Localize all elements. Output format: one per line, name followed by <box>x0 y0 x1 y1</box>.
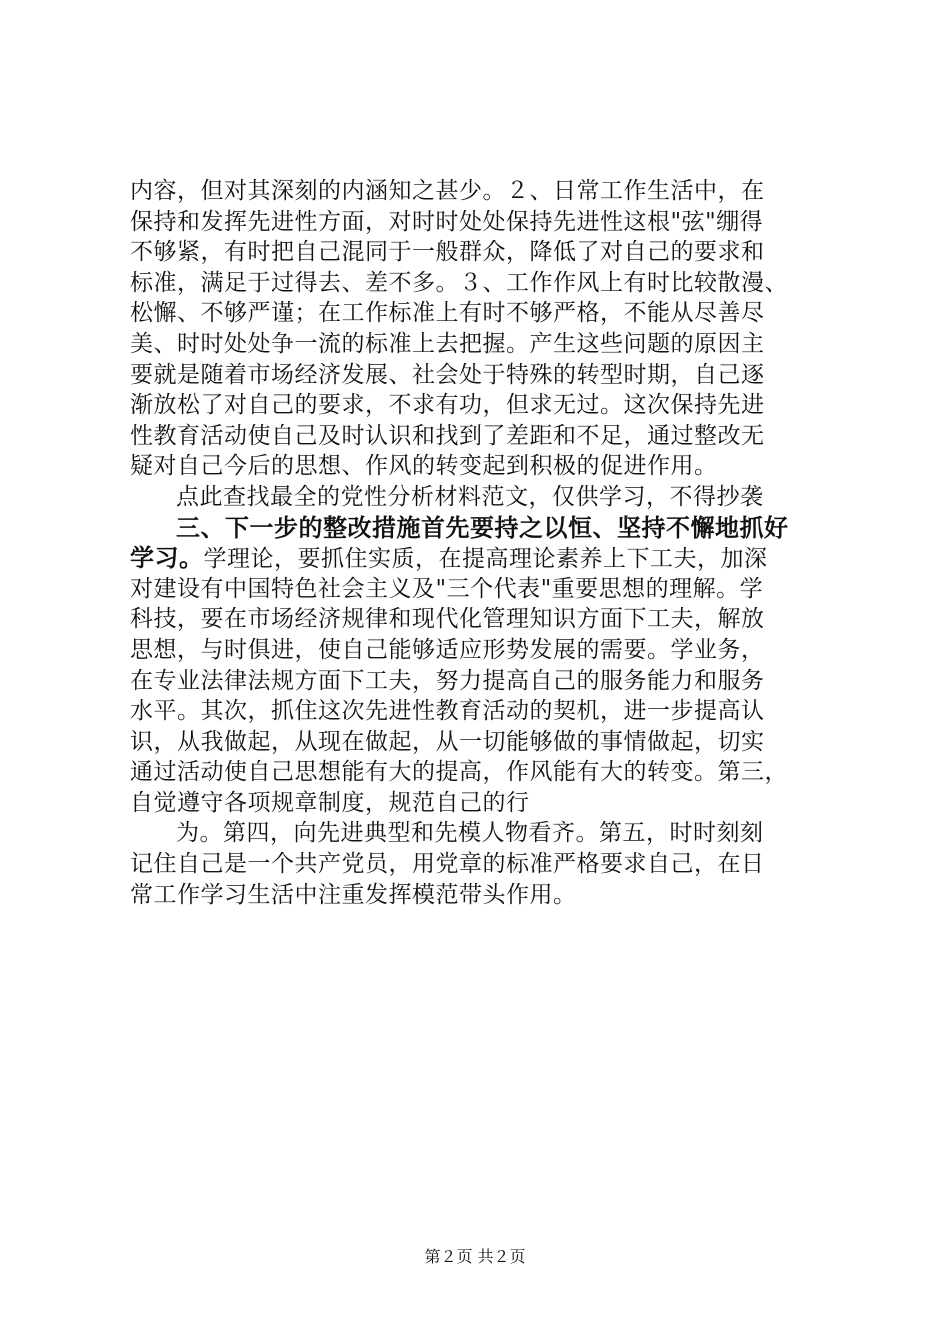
section-line-2: 对建设有中国特色社会主义及"三个代表"重要思想的理解。学 <box>130 575 764 602</box>
body-line-10: 疑对自己今后的思想、作风的转变起到积极的促进作用。 <box>130 453 718 480</box>
section-line-6: 水平。其次，抓住这次先进性教育活动的契机，进一步提高认 <box>130 698 765 725</box>
section-line-7: 识，从我做起，从现在做起，从一切能够做的事情做起，切实 <box>130 728 765 755</box>
section-line-8: 通过活动使自己思想能有大的提高，作风能有大的转变。第三， <box>130 759 788 786</box>
body-line-5: 松懈、不够严谨；在工作标准上有时不够严格，不能从尽善尽 <box>130 300 765 327</box>
document-body <box>130 176 830 910</box>
final-line-1: 为。第四，向先进典型和先模人物看齐。第五，时时刻刻 <box>176 820 764 847</box>
body-line-6: 美、时时处处争一流的标准上去把握。产生这些问题的原因主 <box>130 330 765 357</box>
body-line-9: 性教育活动使自己及时认识和找到了差距和不足，通过整改无 <box>130 422 765 449</box>
body-line-1: 内容，但对其深刻的内涵知之甚少。２、日常工作生活中，在 <box>130 178 765 204</box>
section-line-3: 科技，要在市场经济规律和现代化管理知识方面下工夫，解放 <box>130 606 765 633</box>
section-heading: 三、下一步的整改措施首先要持之以恒、坚持不懈地抓好 <box>176 513 789 542</box>
body-line-7: 要就是随着市场经济发展、社会处于特殊的转型时期，自己逐 <box>130 361 765 388</box>
page-number-footer: 第２页 共２页 <box>424 1247 526 1266</box>
body-line-2: 保持和发挥先进性方面，对时时处处保持先进性这根"弦"绷得 <box>130 208 764 235</box>
section-line-4: 思想，与时俱进，使自己能够适应形势发展的需要。学业务， <box>130 636 765 663</box>
body-line-4: 标准，满足于过得去、差不多。３、工作作风上有时比较散漫、 <box>130 269 788 296</box>
section-heading-continuation: 学习。 <box>130 544 204 573</box>
section-line-1-text: 学理论，要抓住实质，在提高理论素养上下工夫，加深 <box>203 546 768 573</box>
section-line-9: 自觉遵守各项规章制度，规范自己的行 <box>130 789 530 816</box>
final-line-3: 常工作学习生活中注重发挥模范带头作用。 <box>130 881 577 908</box>
body-line-8: 渐放松了对自己的要求，不求有功，但求无过。这次保持先进 <box>130 392 765 419</box>
final-line-2: 记住自己是一个共产党员，用党章的标准严格要求自己，在日 <box>130 851 765 878</box>
reference-note-link[interactable]: 点此查找最全的党性分析材料范文，仅供学习，不得抄袭 <box>176 483 764 510</box>
body-line-3: 不够紧，有时把自己混同于一般群众，降低了对自己的要求和 <box>130 239 765 266</box>
section-line-5: 在专业法律法规方面下工夫，努力提高自己的服务能力和服务 <box>130 667 765 694</box>
section-line-1 <box>130 543 830 574</box>
